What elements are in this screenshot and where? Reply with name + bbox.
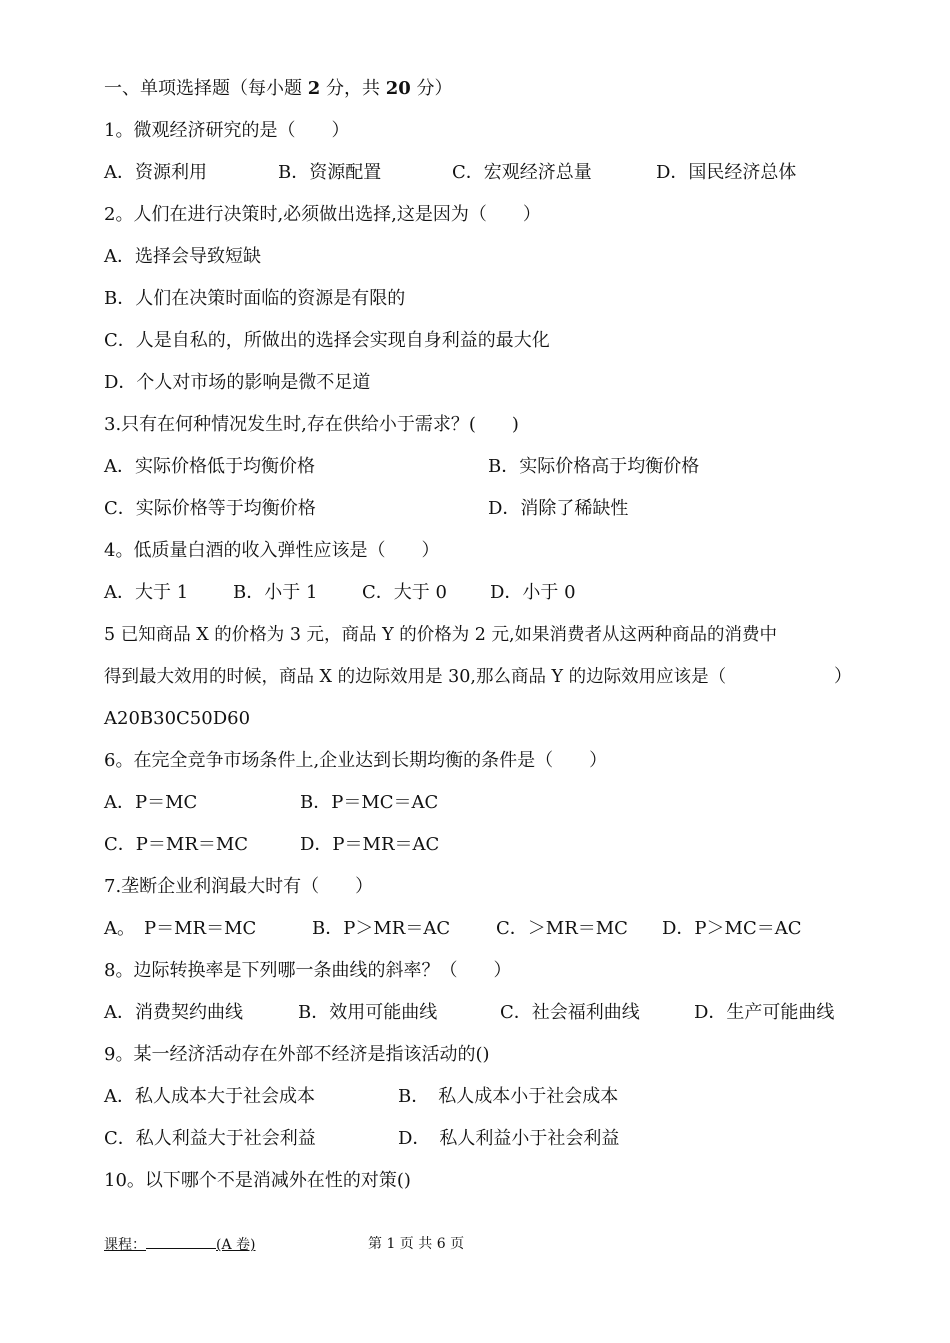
- question-1-stem: 1。微观经济研究的是（ ）: [104, 120, 350, 141]
- q1-option-c: C．宏观经济总量: [452, 162, 592, 183]
- q2-option-c: C．人是自私的，所做出的选择会实现自身利益的最大化: [104, 330, 550, 351]
- heading-text-pre: 一、单项选择题（每小题: [104, 78, 308, 99]
- q6-option-d: D．P＝MR＝AC: [300, 834, 440, 855]
- q3-option-a: A．实际价格低于均衡价格: [104, 456, 315, 477]
- q8-option-c: C．社会福利曲线: [500, 1002, 640, 1023]
- question-3-stem: 3.只有在何种情况发生时,存在供给小于需求？( ): [104, 414, 519, 435]
- q8-option-a: A．消费契约曲线: [104, 1002, 243, 1023]
- q6-option-a: A．P＝MC: [104, 792, 198, 813]
- footer-course-blank: [146, 1234, 216, 1249]
- q5-options: A20B30C50D60: [104, 708, 251, 729]
- section-heading: [104, 76, 453, 102]
- q1-option-d: D．国民经济总体: [656, 162, 797, 183]
- q1-option-b: B．资源配置: [278, 162, 382, 183]
- q2-option-a: A．选择会导致短缺: [104, 246, 261, 267]
- q4-option-b: B．小于 1: [233, 582, 318, 603]
- q4-option-d: D．小于 0: [490, 582, 576, 603]
- q3-option-c: C．实际价格等于均衡价格: [104, 498, 316, 519]
- question-5-stem-line1: 5 已知商品 X 的价格为 3 元，商品 Y 的价格为 2 元,如果消费者从这两种商品的消费中: [104, 625, 778, 645]
- q9-option-a: A．私人成本大于社会成本: [104, 1086, 315, 1107]
- question-10-stem: 10。以下哪个不是消减外在性的对策(): [104, 1170, 411, 1191]
- q9-option-b: B． 私人成本小于社会成本: [398, 1086, 619, 1107]
- footer-course: [104, 1234, 255, 1255]
- q6-option-b: B．P＝MC＝AC: [300, 792, 439, 813]
- heading-points-total: 20: [385, 78, 411, 99]
- q6-option-c: C．P＝MR＝MC: [104, 834, 249, 855]
- question-5-stem-close: ）: [834, 666, 852, 687]
- question-5-stem-line2: 得到最大效用的时候，商品 X 的边际效用是 30,那么商品 Y 的边际效用应该是（: [104, 667, 727, 687]
- footer-paper: (A 卷): [216, 1237, 256, 1253]
- q4-option-a: A．大于 1: [104, 582, 189, 603]
- q1-option-a: A．资源利用: [104, 162, 207, 183]
- heading-text-post: 分）: [410, 78, 453, 99]
- q9-option-d: D． 私人利益小于社会利益: [398, 1128, 620, 1149]
- question-2-stem: 2。人们在进行决策时,必须做出选择,这是因为（ ）: [104, 204, 541, 225]
- q8-option-b: B．效用可能曲线: [298, 1002, 438, 1023]
- question-9-stem: 9。某一经济活动存在外部不经济是指该活动的(): [104, 1044, 490, 1065]
- heading-points-each: 2: [307, 78, 321, 99]
- q3-option-b: B．实际价格高于均衡价格: [488, 456, 700, 477]
- q2-option-d: D．个人对市场的影响是微不足道: [104, 372, 371, 393]
- heading-text-mid: 分，共: [320, 78, 386, 99]
- q3-option-d: D．消除了稀缺性: [488, 498, 629, 519]
- q2-option-b: B．人们在决策时面临的资源是有限的: [104, 288, 406, 309]
- question-8-stem: 8。边际转换率是下列哪一条曲线的斜率？（ ）: [104, 960, 512, 981]
- q7-option-b: B．P＞MR＝AC: [312, 918, 451, 939]
- footer-page-info: 第 1 页 共 6 页: [368, 1236, 465, 1252]
- q4-option-c: C．大于 0: [362, 582, 447, 603]
- q7-option-d: D．P＞MC＝AC: [662, 918, 802, 939]
- footer-course-label: 课程：: [104, 1237, 146, 1253]
- question-7-stem: 7.垄断企业利润最大时有（ ）: [104, 876, 374, 897]
- q8-option-d: D．生产可能曲线: [694, 1002, 835, 1023]
- q9-option-c: C．私人利益大于社会利益: [104, 1128, 316, 1149]
- q7-option-a: A。 P＝MR＝MC: [104, 918, 257, 939]
- question-6-stem: 6。在完全竞争市场条件上,企业达到长期均衡的条件是（ ）: [104, 750, 608, 771]
- q7-option-c: C．＞MR＝MC: [496, 918, 628, 939]
- question-4-stem: 4。低质量白酒的收入弹性应该是（ ）: [104, 540, 440, 561]
